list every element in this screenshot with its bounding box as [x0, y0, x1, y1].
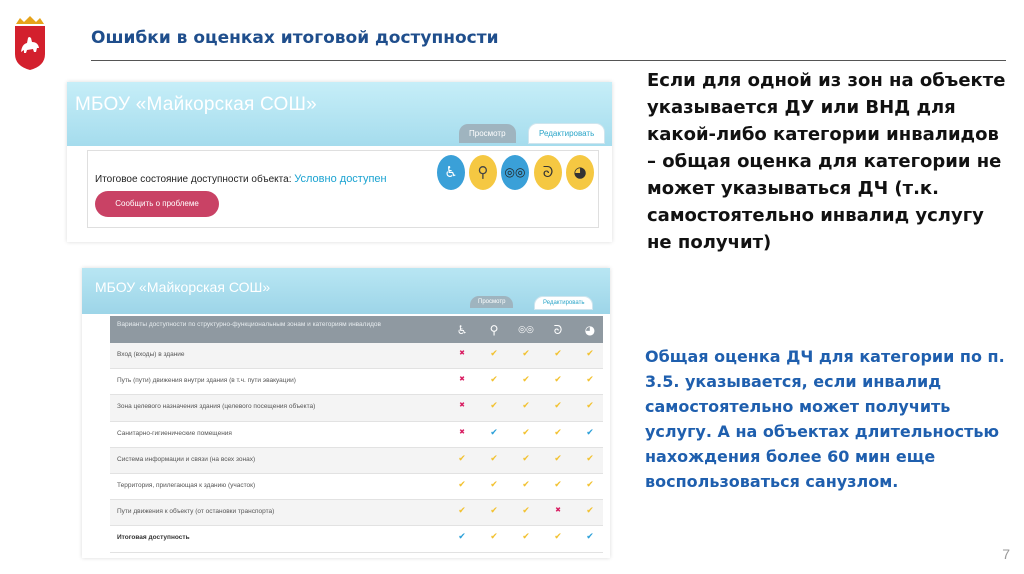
- table-row: [110, 395, 603, 421]
- row-label: Пути движения к объекту (от остановки транспорта): [117, 508, 275, 516]
- cross-mark-icon: ✖: [459, 349, 465, 357]
- table-row: [110, 474, 603, 500]
- table-row: [110, 343, 603, 369]
- check-yellow-icon: ✔: [554, 401, 562, 412]
- slide-title: Ошибки в оценках итоговой доступности: [91, 28, 499, 48]
- head-icon[interactable]: ◕: [566, 155, 594, 190]
- page-number: 7: [1002, 546, 1010, 562]
- table-body: [110, 343, 603, 553]
- check-yellow-icon: ✔: [522, 401, 530, 412]
- check-yellow-icon: ✔: [586, 349, 594, 359]
- cross-mark-icon: ✖: [459, 401, 465, 410]
- check-yellow-icon: ✔: [458, 453, 466, 464]
- check-yellow-icon: ✔: [554, 453, 562, 464]
- cross-mark-icon: ✖: [555, 506, 561, 515]
- check-yellow-icon: ✔: [586, 401, 594, 412]
- ear-icon: ᘐ: [553, 323, 563, 337]
- table-row: [110, 422, 603, 448]
- school-name-small: МБОУ «Майкорская СОШ»: [95, 279, 271, 295]
- check-yellow-icon: ✔: [458, 506, 466, 517]
- accessibility-table-screenshot: [82, 268, 610, 558]
- check-blue-icon: ✔: [490, 427, 498, 438]
- cross-mark-icon: ✖: [459, 427, 465, 436]
- cross-mark-icon: ✖: [459, 375, 465, 384]
- check-yellow-icon: ✔: [522, 375, 530, 386]
- check-blue-icon: ✔: [586, 427, 594, 438]
- table-header: [110, 316, 603, 343]
- check-yellow-icon: ✔: [554, 349, 562, 359]
- check-yellow-icon: ✔: [458, 479, 466, 490]
- main-explanation-text: Если для одной из зон на объекте указывается ДУ или ВНД для какой-либо категории инвалидов – общая оценка для категории не может указываться ДЧ (т.к. самостоятельно инвалид услугу не получит): [647, 70, 1006, 253]
- elderly-icon: ⚲: [489, 323, 499, 337]
- status-line: [95, 173, 387, 185]
- table-total-row: [110, 526, 603, 552]
- row-label: Территория, прилегающая к зданию (участок): [117, 481, 256, 489]
- check-yellow-icon: ✔: [490, 506, 498, 517]
- row-label: Санитарно-гигиенические помещения: [117, 429, 232, 437]
- check-yellow-icon: ✔: [490, 375, 498, 386]
- check-yellow-icon: ✔: [490, 349, 498, 359]
- row-label: Путь (пути) движения внутри здания (в т.ч. пути эвакуации): [117, 377, 296, 385]
- tab-edit[interactable]: Редактировать: [528, 123, 605, 144]
- check-yellow-icon: ✔: [490, 532, 498, 543]
- check-yellow-icon: ✔: [522, 532, 530, 543]
- table-row: [110, 500, 603, 526]
- perm-krai-emblem-icon: [12, 14, 48, 72]
- check-yellow-icon: ✔: [490, 479, 498, 490]
- glasses-icon: ◎◎: [518, 325, 534, 335]
- tab-view-small[interactable]: Просмотр: [470, 296, 513, 308]
- report-problem-button[interactable]: Сообщить о проблеме: [95, 191, 219, 217]
- tab-view[interactable]: Просмотр: [459, 124, 516, 143]
- accessibility-table: [110, 316, 603, 553]
- check-yellow-icon: ✔: [490, 401, 498, 412]
- status-value: Условно доступен: [294, 173, 387, 185]
- check-yellow-icon: ✔: [522, 506, 530, 517]
- school-name: МБОУ «Майкорская СОШ»: [75, 94, 317, 115]
- check-yellow-icon: ✔: [490, 453, 498, 464]
- check-yellow-icon: ✔: [522, 453, 530, 464]
- tab-edit-small[interactable]: Редактировать: [534, 296, 593, 310]
- check-yellow-icon: ✔: [554, 479, 562, 490]
- elderly-icon[interactable]: ⚲: [469, 155, 497, 190]
- check-yellow-icon: ✔: [554, 375, 562, 386]
- wheelchair-icon: ♿: [456, 323, 468, 337]
- check-yellow-icon: ✔: [586, 479, 594, 490]
- check-yellow-icon: ✔: [522, 349, 530, 359]
- check-yellow-icon: ✔: [522, 479, 530, 490]
- row-label: Зона целевого назначения здания (целевого посещения объекта): [117, 403, 316, 411]
- title-divider: [91, 60, 1006, 61]
- row-label: Итоговая доступность: [117, 534, 190, 542]
- ear-icon[interactable]: ᘐ: [534, 155, 562, 190]
- table-row: [110, 448, 603, 474]
- table-header-label: Варианты доступности по структурно-функциональным зонам и категориям инвалидов: [117, 321, 381, 328]
- check-blue-icon: ✔: [458, 532, 466, 543]
- table-row: [110, 369, 603, 395]
- check-yellow-icon: ✔: [554, 532, 562, 543]
- note-text: Общая оценка ДЧ для категории по п. 3.5. указывается, если инвалид самостоятельно может получить услугу. А на объектах длительностью нахождения более 60 мин еще воспользоваться санузлом.: [645, 347, 1005, 491]
- row-label: Система информации и связи (на всех зонах): [117, 455, 256, 463]
- object-status-screenshot: [67, 82, 612, 242]
- check-yellow-icon: ✔: [554, 427, 562, 438]
- head-icon: ◕: [584, 323, 596, 337]
- check-yellow-icon: ✔: [522, 427, 530, 438]
- wheelchair-icon[interactable]: ♿: [437, 155, 465, 190]
- glasses-icon[interactable]: ◎◎: [501, 155, 529, 190]
- accessibility-card: [87, 150, 599, 228]
- row-label: Вход (входы) в здание: [117, 351, 185, 358]
- check-yellow-icon: ✔: [586, 506, 594, 517]
- check-yellow-icon: ✔: [586, 375, 594, 386]
- check-blue-icon: ✔: [586, 532, 594, 543]
- school-banner-small: [82, 268, 610, 314]
- status-label: Итоговое состояние доступности объекта:: [95, 174, 292, 185]
- check-yellow-icon: ✔: [586, 453, 594, 464]
